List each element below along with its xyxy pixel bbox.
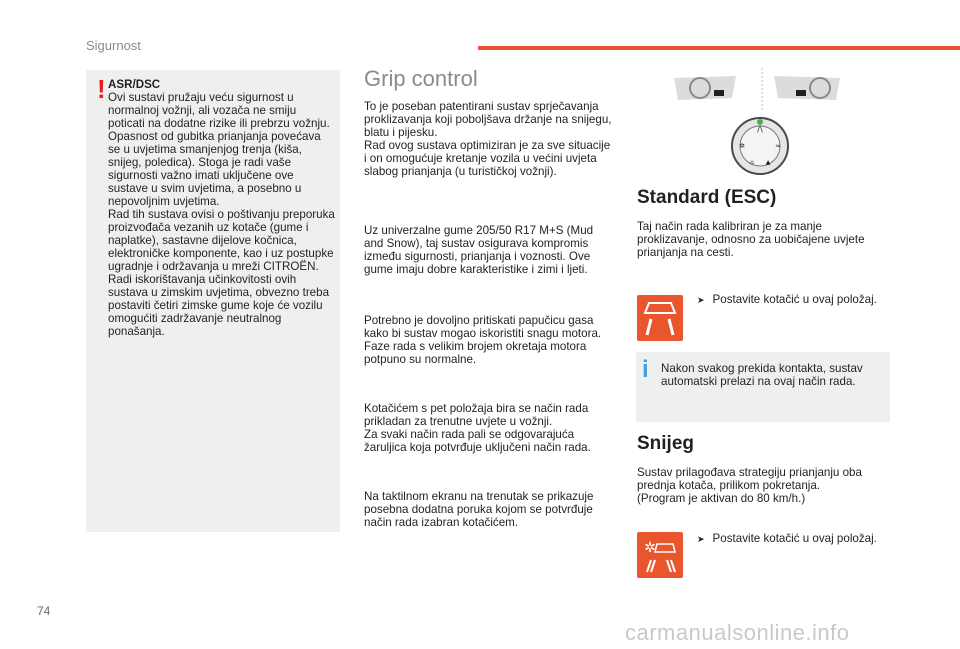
section-header: Sigurnost bbox=[86, 38, 141, 53]
snow-mode-icon bbox=[637, 532, 683, 578]
header-divider bbox=[478, 46, 960, 50]
standard-info-text: Nakon svakog prekida kontakta, sustav automatski prelazi na ovaj način rada. bbox=[661, 362, 863, 388]
grip-paragraph-4: Kotačićem s pet položaja bira se način rada prikladan za trenutne uvjete u vožnji. Za svaki način rada pali se odgovarajuća žaruljica koja potvrđuje uključeni način rada. bbox=[364, 402, 591, 454]
standard-description: Taj način rada kalibriran je za manje proklizavanje, odnosno za uobičajene uvjete prianjanja na cesti. bbox=[637, 220, 865, 259]
grip-paragraph-2: Uz univerzalne gume 205/50 R17 M+S (Mud and Snow), taj sustav osigurava kompromis između sigurnosti, prianjanja i voznosti. Ove gume imaju dobre karakteristike i zimi i ljeti. bbox=[364, 224, 594, 276]
grip-control-dial-illustration bbox=[670, 66, 850, 176]
svg-text:≈: ≈ bbox=[775, 142, 781, 150]
dashboard-left-icon bbox=[674, 76, 736, 100]
grip-paragraph-5: Na taktilnom ekranu na trenutak se prikazuje posebna dodatna poruka kojom se potvrđuje način rada izabran kotačićem. bbox=[364, 490, 594, 529]
mode-selector-knob bbox=[732, 118, 788, 174]
standard-mode-icon bbox=[637, 295, 683, 341]
svg-text:/\: /\ bbox=[757, 125, 763, 134]
svg-text:⌂: ⌂ bbox=[750, 159, 754, 166]
svg-text:✲: ✲ bbox=[644, 540, 656, 556]
snow-description: Sustav prilagođava strategiju prianjanju oba prednja kotača, prilikom pokretanja. (Program je aktivan do 80 km/h.) bbox=[637, 466, 862, 505]
page-number: 74 bbox=[37, 604, 51, 618]
standard-instruction bbox=[697, 293, 877, 307]
standard-esc-title: Standard (ESC) bbox=[637, 187, 777, 208]
dashboard-right-icon bbox=[774, 76, 840, 100]
warning-body: Ovi sustavi pružaju veću sigurnost u normalnoj vožnji, ali vozača ne smiju poticati na dodatne rizike ili prebrzu vožnju. Opasnost od gubitka prianjanja povećava se u uvjetima smanjenjog trenja (kiša, snijeg, poledica). Stoga je radi vaše sigurnosti važno imati uključene ove sustave u svim uvjetima, a posebno u nepovoljnim uvjetima. Rad tih sustava ovisi o poštivanju preporuka proizvođača vezanih uz kotače (gume i naplatke), sastavne dijelove kočnica, elektroničke komponente, kao i uz postupke ugradnje i održavanja u mreži CITROËN. Radi iskorištavanja učinkovitosti ovih sustava u zimskim uvjetima, obvezno treba postaviti četiri zimske gume koje će vozilu omogućiti zadržavanje neutralnog ponašanja. bbox=[108, 91, 335, 338]
bullet-arrow-icon: ➤ bbox=[697, 534, 705, 544]
grip-control-title: Grip control bbox=[364, 66, 478, 91]
warning-icon: ! bbox=[97, 74, 106, 104]
grip-paragraph-3: Potrebno je dovoljno pritiskati papučicu gasa kako bi sustav mogao iskoristiti snagu motora. Faze rada s velikim brojem okretaja motora potpuno su normalne. bbox=[364, 314, 602, 366]
standard-instruction-text: Postavite kotačić u ovaj položaj. bbox=[712, 293, 877, 306]
snow-mode-title: Snijeg bbox=[637, 433, 695, 454]
bullet-arrow-icon: ➤ bbox=[697, 295, 705, 305]
warning-title: ASR/DSC bbox=[108, 78, 161, 91]
watermark: carmanualsonline.info bbox=[625, 620, 850, 645]
info-icon: i bbox=[642, 356, 649, 383]
svg-text:▲: ▲ bbox=[765, 159, 771, 166]
svg-text:✲: ✲ bbox=[739, 142, 745, 150]
warning-content bbox=[108, 78, 336, 338]
snow-instruction-text: Postavite kotačić u ovaj položaj. bbox=[712, 532, 877, 545]
grip-paragraph-1: To je poseban patentirani sustav sprječavanja proklizavanja koji poboljšava držanje na snijegu, blatu i pijesku. Rad ovog sustava optimiziran je za sve situacije i on omogućuje kretanje vozila u većini uvjeta slabog prianjanja (u turističkoj vožnji). bbox=[364, 100, 612, 178]
snow-instruction bbox=[697, 532, 877, 546]
